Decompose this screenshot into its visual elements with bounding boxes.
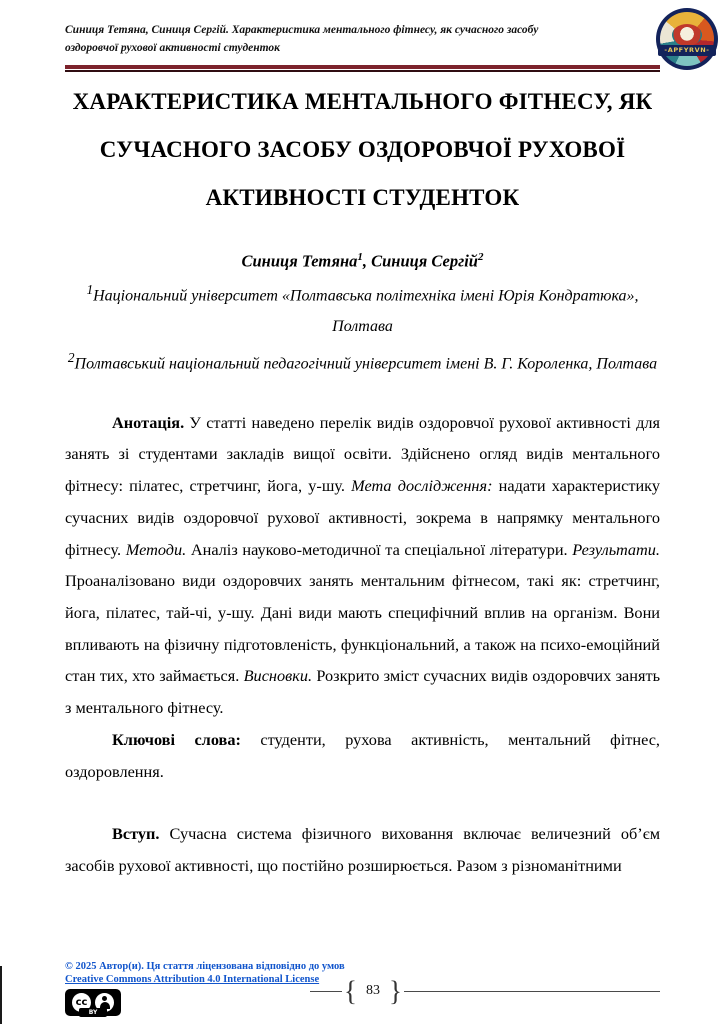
keywords-paragraph xyxy=(65,724,660,787)
divider-rule-thick xyxy=(65,65,660,69)
affiliation-2 xyxy=(65,342,660,379)
scan-edge-artifact xyxy=(0,966,2,1024)
cc-by-chip: BY xyxy=(79,1008,107,1017)
author-2-name: , Синиця Сергій xyxy=(362,251,478,271)
affiliation-2-mark: 2 xyxy=(67,350,75,366)
page-number-line-left xyxy=(310,991,342,992)
abstract-text-5: Розкрито зміст сучасних видів оздоровчих занять з ментального фітнесу. xyxy=(65,666,660,718)
affiliation-1-text: Національний університет «Полтавська політехніка імені Юрія Кондратюка», Полтава xyxy=(93,287,639,336)
abstract-conclusions-label: Висновки. xyxy=(243,666,313,686)
author-2-affmark: 2 xyxy=(477,250,484,263)
intro-text: Сучасна система фізичного виховання включає величезний об’єм засобів рухової активності, що постійно розширюється. Разом з різноманітними xyxy=(65,824,660,875)
affiliations xyxy=(65,274,660,380)
license-line: © 2025 Автор(и). Ця стаття ліцензована відповідно до умов xyxy=(65,961,345,972)
page-number-bracket-left: { xyxy=(344,975,357,1007)
journal-logo-icon xyxy=(656,8,718,70)
affiliation-1 xyxy=(65,274,660,342)
journal-logo-emblem xyxy=(672,24,702,46)
affiliation-1-mark: 1 xyxy=(86,282,94,298)
authors-line xyxy=(65,251,660,272)
license-link[interactable]: Creative Commons Attribution 4.0 International License xyxy=(65,974,320,986)
cc-person-head xyxy=(102,996,107,1001)
intro-paragraph xyxy=(65,818,660,881)
abstract-aim-label: Мета дослідження: xyxy=(351,476,493,496)
divider-rule xyxy=(65,65,660,72)
page-number: 83 xyxy=(365,983,380,998)
abstract-text-1: У статті наведено перелік видів оздоровчої рухової активності для занять зі студентами закладів вищої освіти. Здійснено огляд видів ментального фітнесу: пілатес, стретчинг, йога, у-шу. xyxy=(65,412,660,496)
keywords-text: студенти, рухова активність, ментальний фітнес, оздоровлення. xyxy=(65,729,660,781)
abstract-paragraph xyxy=(65,407,660,724)
abstract-label: Анотація. xyxy=(112,412,185,432)
running-header: Синиця Тетяна, Синиця Сергій. Характеристика ментального фітнесу, як сучасного засобу оздоровчої рухової активності студенток xyxy=(65,24,539,54)
article-title: ХАРАКТЕРИСТИКА МЕНТАЛЬНОГО ФІТНЕСУ, ЯК СУЧАСНОГО ЗАСОБУ ОЗДОРОВЧОЇ РУХОВОЇ АКТИВНОСТІ СТУДЕНТОК xyxy=(72,88,653,210)
keywords-label: Ключові слова: xyxy=(112,729,241,749)
abstract-methods-label: Методи. xyxy=(125,539,187,559)
cc-icon-label: cc xyxy=(75,997,88,1008)
intro-label: Вступ. xyxy=(112,824,160,844)
abstract-text-3: Аналіз науково-методичної та спеціальної літератури. xyxy=(186,539,573,559)
affiliation-2-text: Полтавський національний педагогічний університет імені В. Г. Короленка, Полтава xyxy=(74,355,658,373)
journal-logo-text: -APFYRVN- xyxy=(658,45,716,56)
abstract-text-2: надати характеристику сучасних видів оздоровчої рухової активності, зокрема в напрямку ментального фітнесу. xyxy=(65,476,660,559)
abstract-results-label: Результати. xyxy=(572,539,661,559)
cc-by-badge[interactable] xyxy=(65,989,121,1016)
author-1-name: Синиця Тетяна xyxy=(241,251,358,271)
page-number-bracket-right: } xyxy=(388,975,402,1007)
abstract-text-4: Проаналізовано види оздоровчих занять ментальним фітнесом, такі як: стретчинг, йога, пілатес, тай-чі, у-шу. Дані види мають специфічний вплив на організм. Вони впливають на фізичну підготовленість, функціональний, а також на психо-емоційний стан тих, хто займається. xyxy=(65,571,660,686)
divider-rule-thin xyxy=(65,70,660,72)
page-number-row xyxy=(310,975,660,1007)
author-1-affmark: 1 xyxy=(357,250,363,263)
page-number-line-right xyxy=(404,991,660,992)
page-footer xyxy=(65,960,660,1018)
